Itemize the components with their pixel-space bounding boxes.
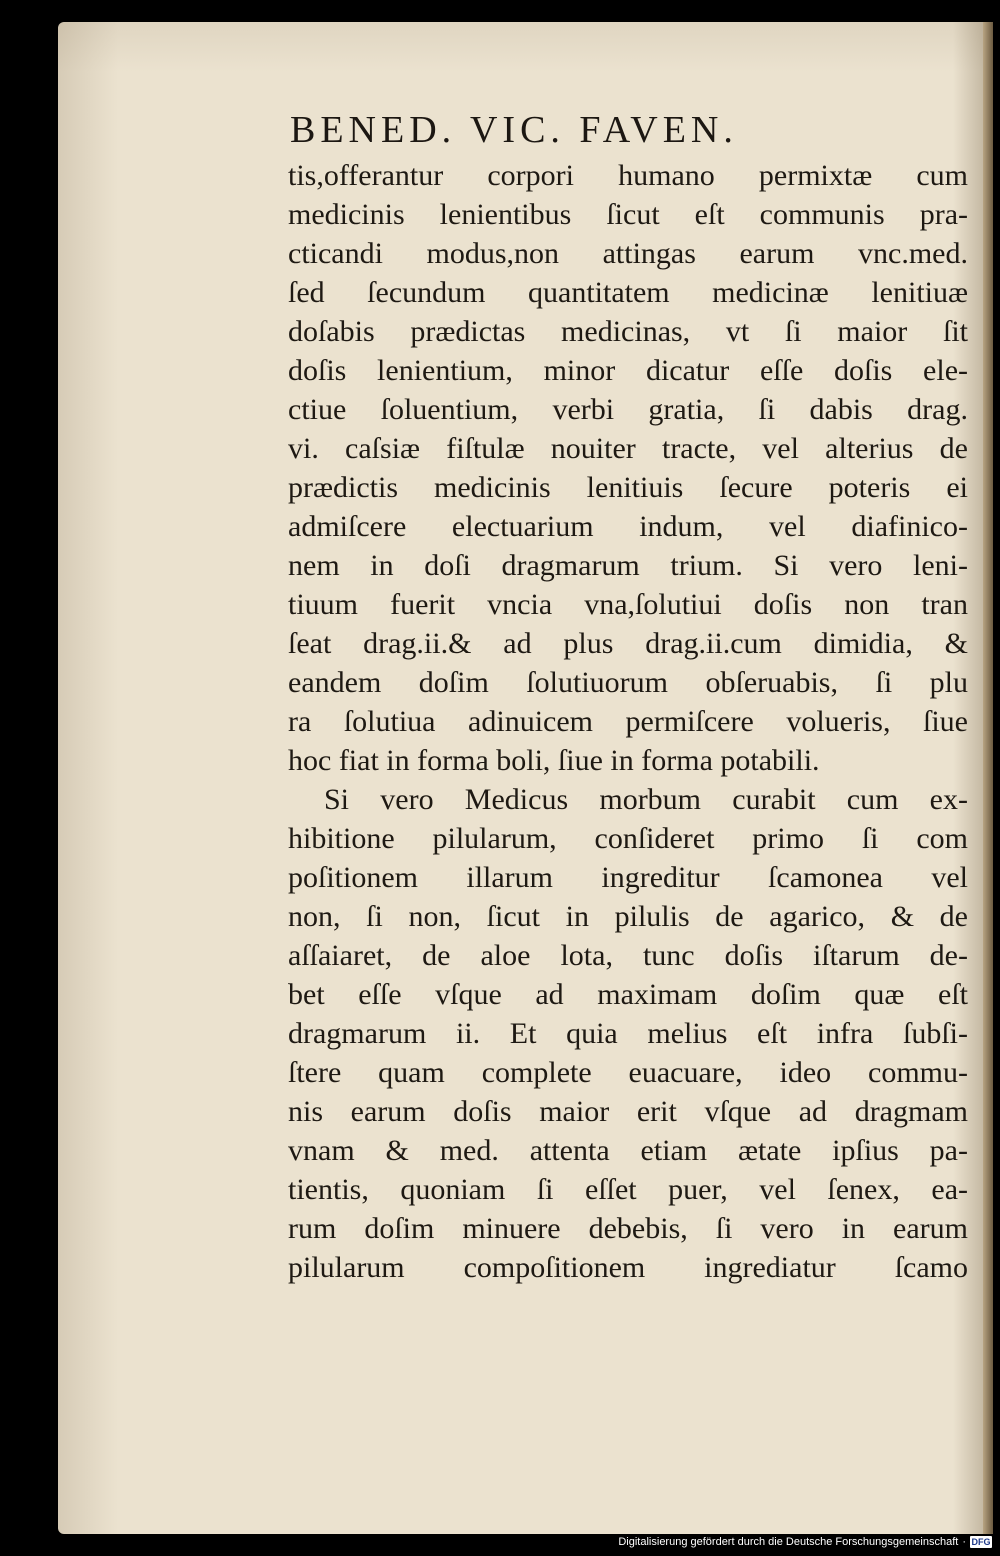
- text-line: nis earum doſis maior erit vſque ad dragmam: [288, 1095, 968, 1128]
- dfg-logo-icon: DFG: [971, 1537, 991, 1547]
- text-line: tiuum fuerit vncia vna,ſolutiui doſis non tran: [288, 588, 968, 621]
- text-line: ſeat drag.ii.& ad plus drag.ii.cum dimidia, &: [288, 627, 968, 660]
- text-line: bet eſſe vſque ad maximam doſim quæ eſt: [288, 978, 968, 1011]
- text-line: nem in doſi dragmarum trium. Si vero leni-: [288, 549, 968, 582]
- text-line: cticandi modus,non attingas earum vnc.med.: [288, 237, 968, 270]
- text-line: vi. caſsiæ fiſtulæ nouiter tracte, vel alterius de: [288, 432, 968, 465]
- digitization-footer: [618, 1534, 992, 1550]
- text-line: doſis lenientium, minor dicatur eſſe doſis ele-: [288, 354, 968, 387]
- text-line: rum doſim minuere debebis, ſi vero in earum: [288, 1212, 968, 1245]
- footer-separator: ·: [962, 1536, 966, 1548]
- page-edge: [983, 22, 993, 1534]
- text-line: vnam & med. attenta etiam ætate ipſius pa-: [288, 1134, 968, 1167]
- text-line: non, ſi non, ſicut in pilulis de agarico, & de: [288, 900, 968, 933]
- text-line: hibitione pilularum, conſideret primo ſi com: [288, 822, 968, 855]
- text-line: ſtere quam complete euacuare, ideo commu-: [288, 1056, 968, 1089]
- text-line: ra ſolutiua adinuicem permiſcere volueris, ſiue: [288, 705, 968, 738]
- text-line: ctiue ſoluentium, verbi gratia, ſi dabis drag.: [288, 393, 968, 426]
- text-line: doſabis prædictas medicinas, vt ſi maior ſit: [288, 315, 968, 348]
- text-block: [288, 156, 968, 1287]
- text-line: hoc fiat in forma boli, ſiue in forma potabili.: [288, 744, 820, 777]
- book-page: [58, 22, 993, 1534]
- text-line: poſitionem illarum ingreditur ſcamonea vel: [288, 861, 968, 894]
- text-line: ſed ſecundum quantitatem medicinæ lenitiuæ: [288, 276, 968, 309]
- running-head: BENED. VIC. FAVEN.: [290, 109, 738, 151]
- text-line: pilularum compoſitionem ingrediatur ſcamo: [288, 1251, 968, 1284]
- text-line: tis,offerantur corpori humano permixtæ cum: [288, 159, 968, 192]
- text-line: Si vero Medicus morbum curabit cum ex-: [324, 783, 968, 816]
- text-line: tientis, quoniam ſi eſſet puer, vel ſenex, ea-: [288, 1173, 968, 1206]
- funding-credit: Digitalisierung gefördert durch die Deutsche Forschungsgemeinschaft: [618, 1536, 959, 1548]
- text-line: eandem doſim ſolutiuorum obſeruabis, ſi plu: [288, 666, 968, 699]
- text-line: medicinis lenientibus ſicut eſt communis pra-: [288, 198, 968, 231]
- text-line: admiſcere electuarium indum, vel diafinico-: [288, 510, 968, 543]
- text-line: aſſaiaret, de aloe lota, tunc doſis iſtarum de-: [288, 939, 968, 972]
- text-line: dragmarum ii. Et quia melius eſt infra ſubſi-: [288, 1017, 968, 1050]
- text-line: prædictis medicinis lenitiuis ſecure poteris ei: [288, 471, 968, 504]
